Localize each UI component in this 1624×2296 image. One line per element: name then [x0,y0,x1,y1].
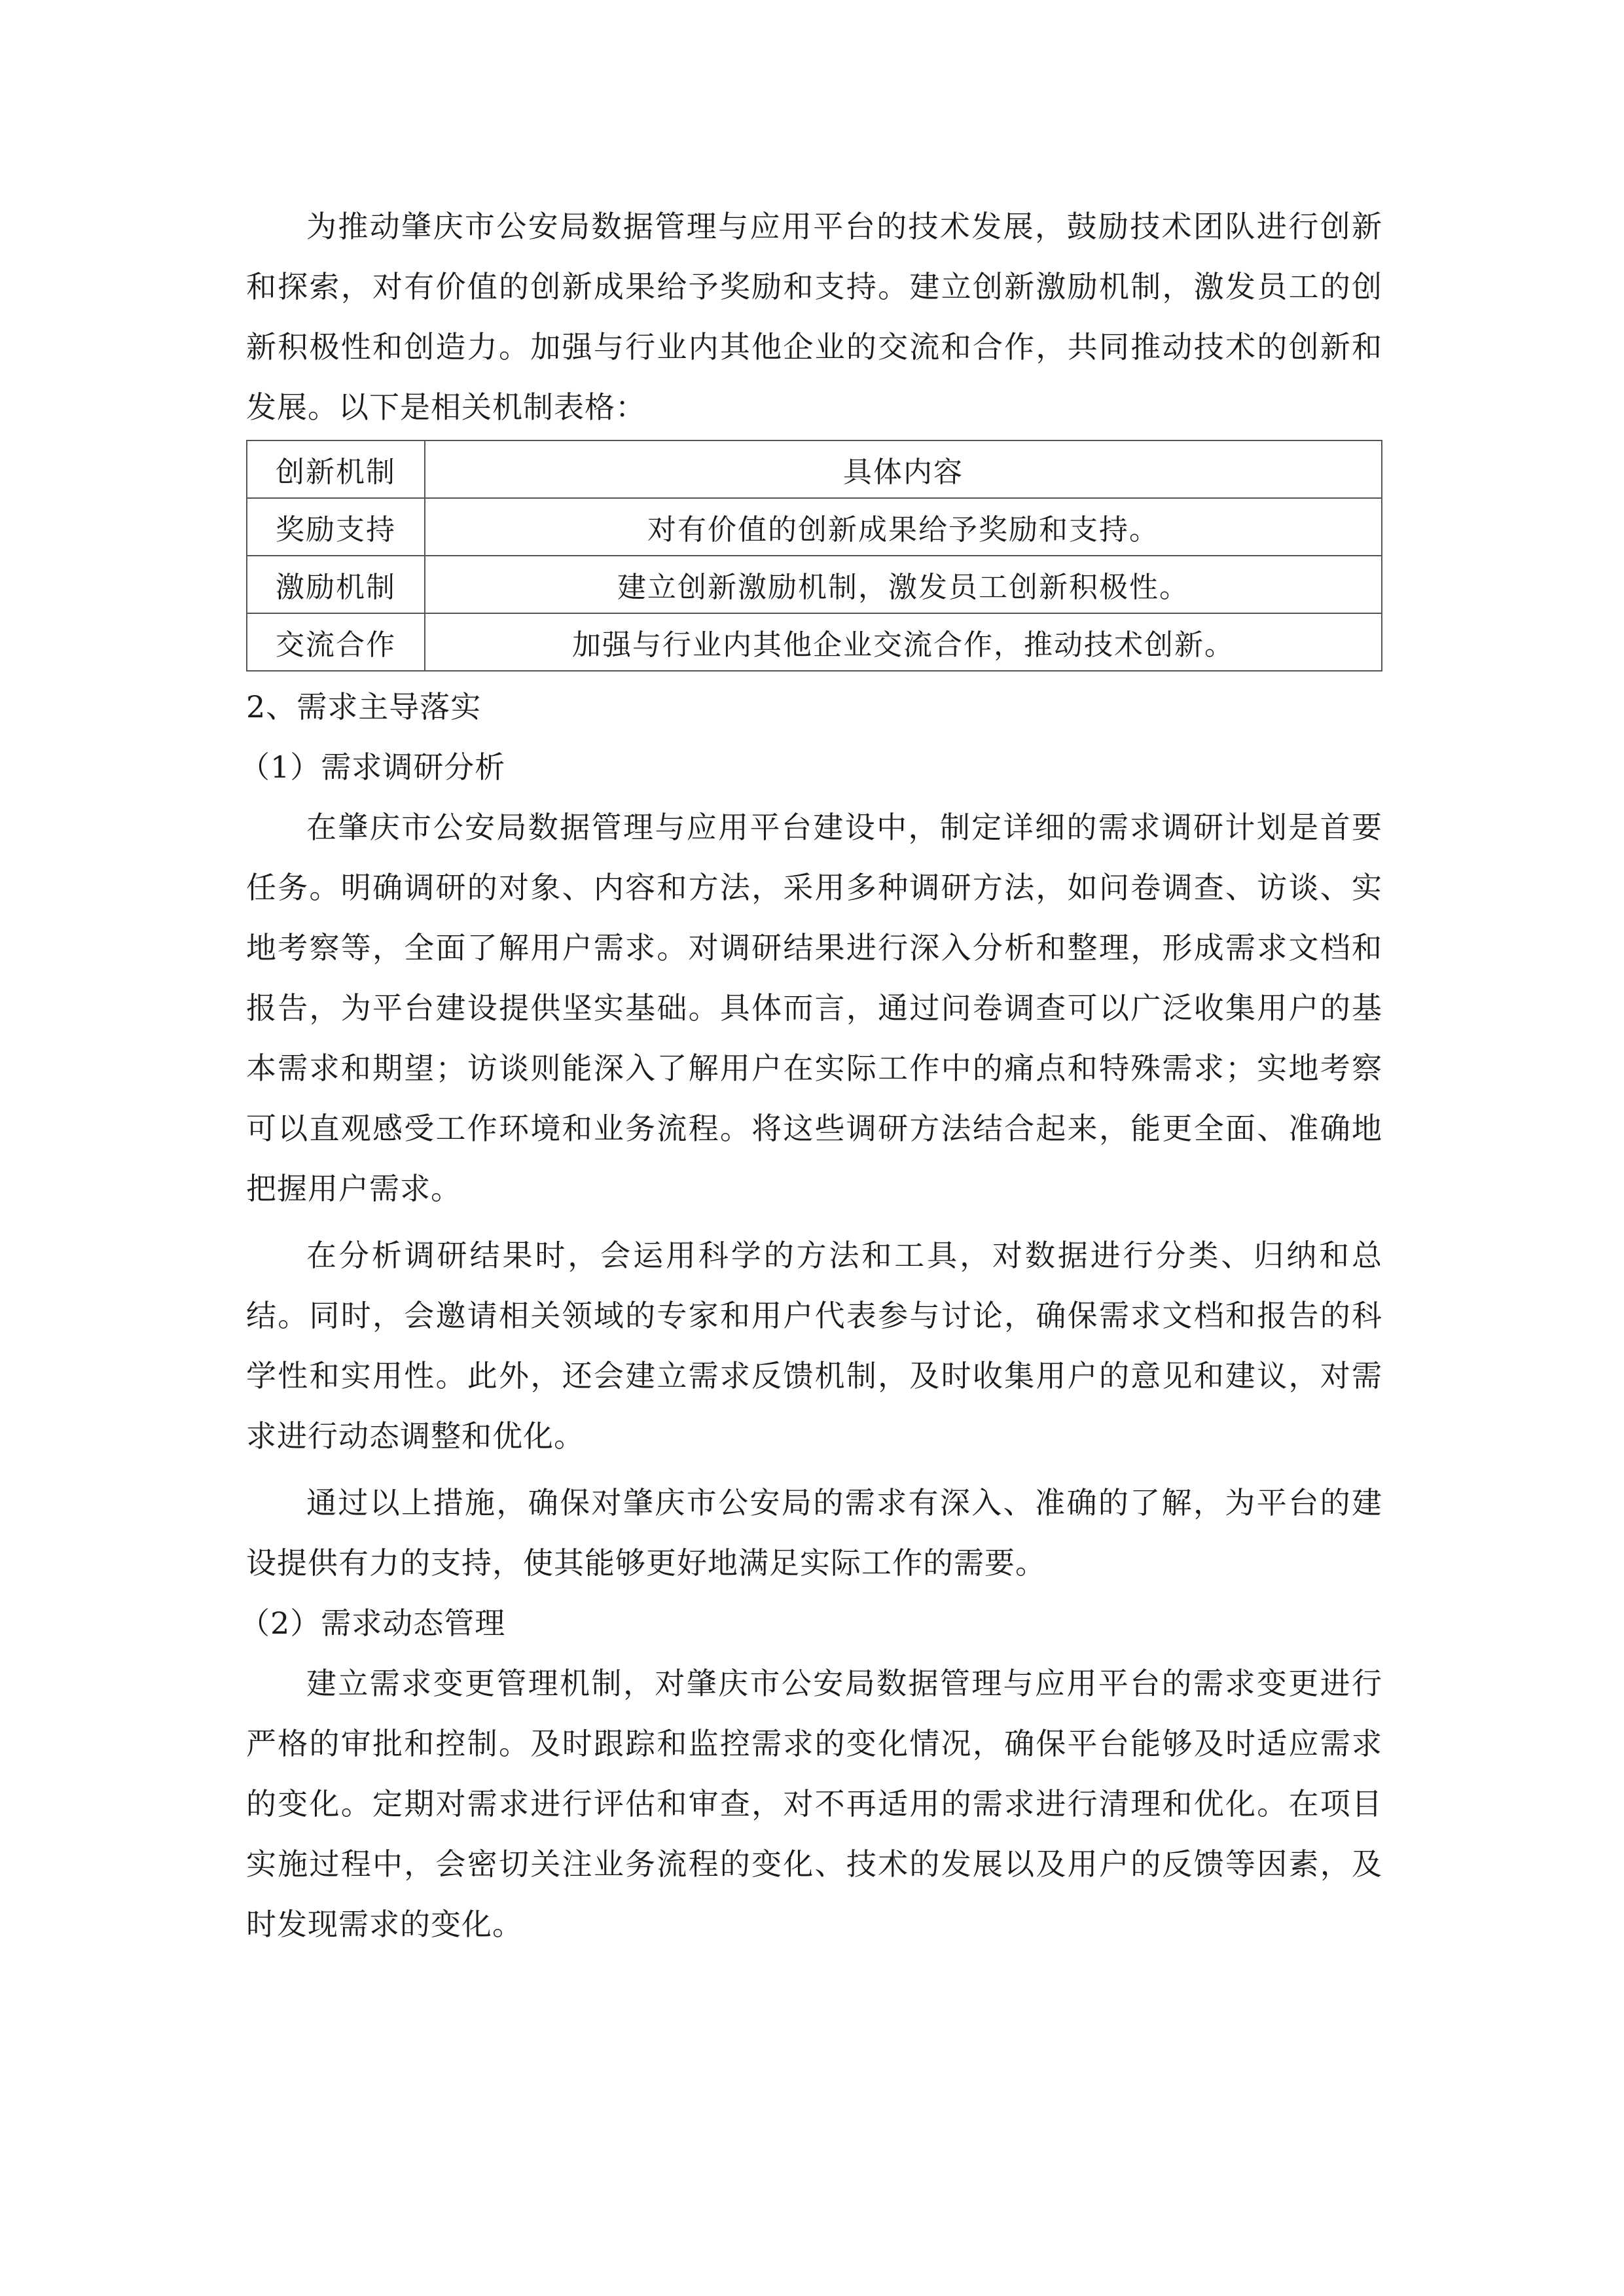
subsection-heading: （1）需求调研分析 [240,749,506,785]
section-heading: 2、需求主导落实 [246,689,482,725]
document-page [240,196,1382,1954]
table-cell: 建立创新激励机制，激发员工创新积极性。 [425,556,1382,613]
table-cell: 加强与行业内其他企业交流合作，推动技术创新。 [425,613,1382,671]
subsection-heading: （2）需求动态管理 [240,1605,506,1641]
mechanism-table [246,440,1382,672]
table-header-cell: 具体内容 [425,440,1382,498]
body-paragraph: 在肇庆市公安局数据管理与应用平台建设中，制定详细的需求调研计划是首要任务。明确调研的对象、内容和方法，采用多种调研方法，如问卷调查、访谈、实地考察等，全面了解用户需求。对调研结果进行深入分析和整理，形成需求文档和报告，为平台建设提供坚实基础。具体而言，通过问卷调查可以广泛收集用户的基本需求和期望；访谈则能深入了解用户在实际工作中的痛点和特殊需求；实地考察可以直观感受工作环境和业务流程。将这些调研方法结合起来，能更全面、准确地把握用户需求。 [246,810,1382,1206]
body-paragraph: 在分析调研结果时，会运用科学的方法和工具，对数据进行分类、归纳和总结。同时，会邀请相关领域的专家和用户代表参与讨论，确保需求文档和报告的科学性和实用性。此外，还会建立需求反馈机制，及时收集用户的意见和建议，对需求进行动态调整和优化。 [246,1238,1382,1454]
body-paragraph: 建立需求变更管理机制，对肇庆市公安局数据管理与应用平台的需求变更进行严格的审批和控制。及时跟踪和监控需求的变化情况，确保平台能够及时适应需求的变化。定期对需求进行评估和审查，对不再适用的需求进行清理和优化。在项目实施过程中，会密切关注业务流程的变化、技术的发展以及用户的反馈等因素，及时发现需求的变化。 [246,1666,1382,1942]
table-header-cell: 创新机制 [247,440,425,498]
table-row [247,556,1382,613]
table-row [247,613,1382,671]
intro-paragraph: 为推动肇庆市公安局数据管理与应用平台的技术发展，鼓励技术团队进行创新和探索，对有价值的创新成果给予奖励和支持。建立创新激励机制，激发员工的创新积极性和创造力。加强与行业内其他企业的交流和合作，共同推动技术的创新和发展。以下是相关机制表格： [246,209,1382,425]
table-cell: 对有价值的创新成果给予奖励和支持。 [425,498,1382,556]
body-paragraph: 通过以上措施，确保对肇庆市公安局的需求有深入、准确的了解，为平台的建设提供有力的支持，使其能够更好地满足实际工作的需要。 [246,1485,1382,1581]
table-header-row [247,440,1382,498]
table-cell: 交流合作 [247,613,425,671]
table-row [247,498,1382,556]
table-cell: 激励机制 [247,556,425,613]
table-cell: 奖励支持 [247,498,425,556]
